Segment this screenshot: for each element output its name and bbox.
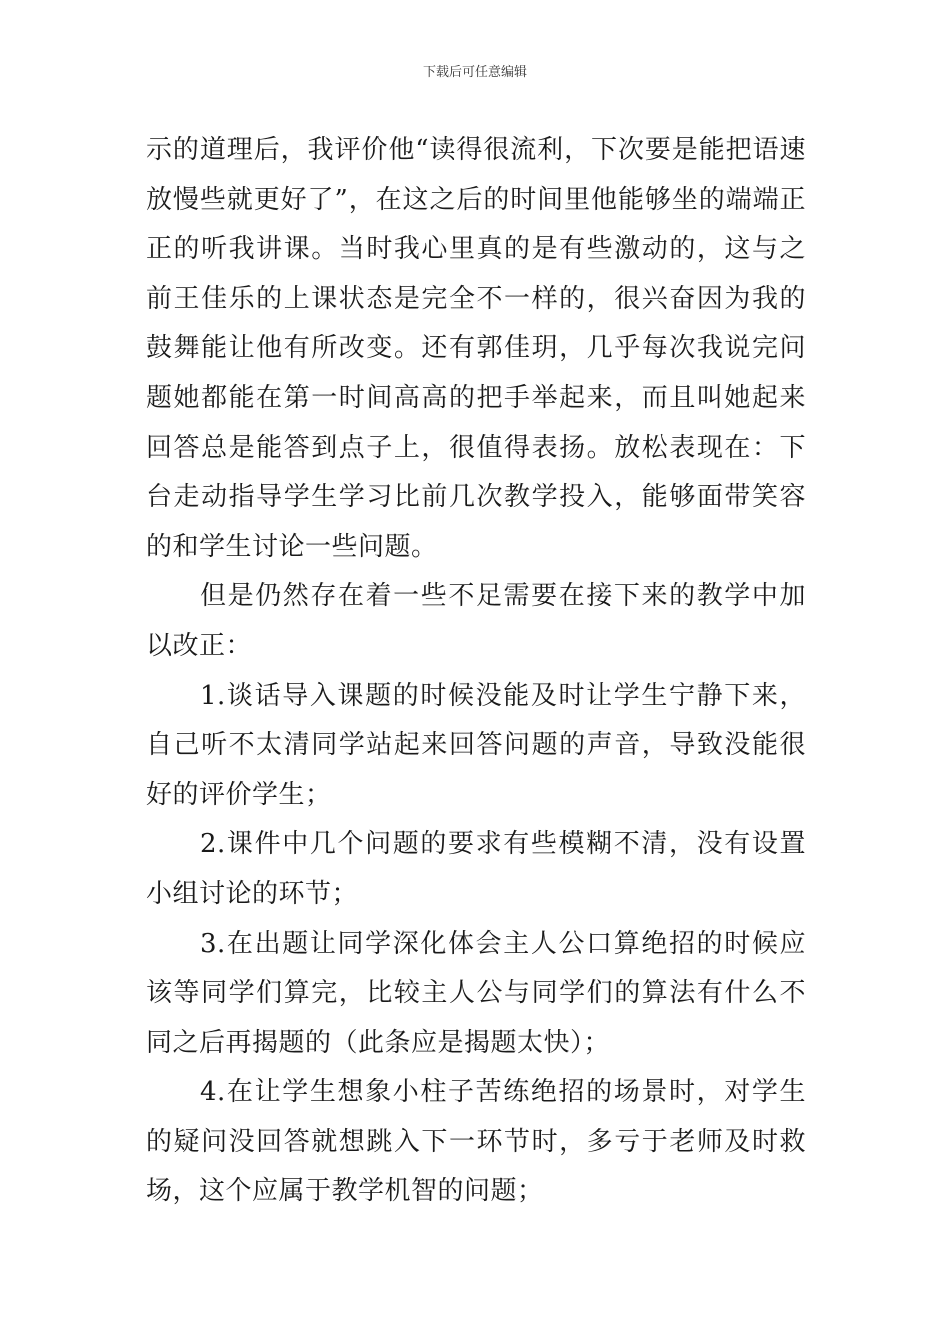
list-item-2: 2.课件中几个问题的要求有些模糊不清，没有设置小组讨论的环节； [146,829,806,909]
list-item-1: 1.谈话导入课题的时候没能及时让学生宁静下来，自己听不太清同学站起来回答问题的声音，导致没能很好的评价学生； [146,680,806,810]
paragraph-continuation: 示的道理后，我评价他“读得很流利，下次要是能把语速放慢些就更好了”，在这之后的时间里他能够坐的端端正正的听我讲课。当时我心里真的是有些激动的，这与之前王佳乐的上课状态是完全不一样的，很兴奋因为我的鼓舞能让他有所改变。还有郭佳玥，几乎每次我说完问题她都能在第一时间高高的把手举起来，而且叫她起来回答总是能答到点子上，很值得表扬。放松表现在：下台走动指导学生学习比前几次教学投入，能够面带笑容的和学生讨论一些问题。 [146,135,806,562]
document-body [146,126,806,1217]
page-header: 下载后可任意编辑 [422,65,527,80]
list-item-3: 3.在出题让同学深化体会主人公口算绝招的时候应该等同学们算完，比较主人公与同学们的算法有什么不同之后再揭题的（此条应是揭题太快）； [146,928,806,1058]
list-item-4: 4.在让学生想象小柱子苦练绝招的场景时，对学生的疑问没回答就想跳入下一环节时，多亏于老师及时救场，这个应属于教学机智的问题； [146,1077,806,1207]
paragraph-shortcomings-intro: 但是仍然存在着一些不足需要在接下来的教学中加以改正： [146,581,806,661]
